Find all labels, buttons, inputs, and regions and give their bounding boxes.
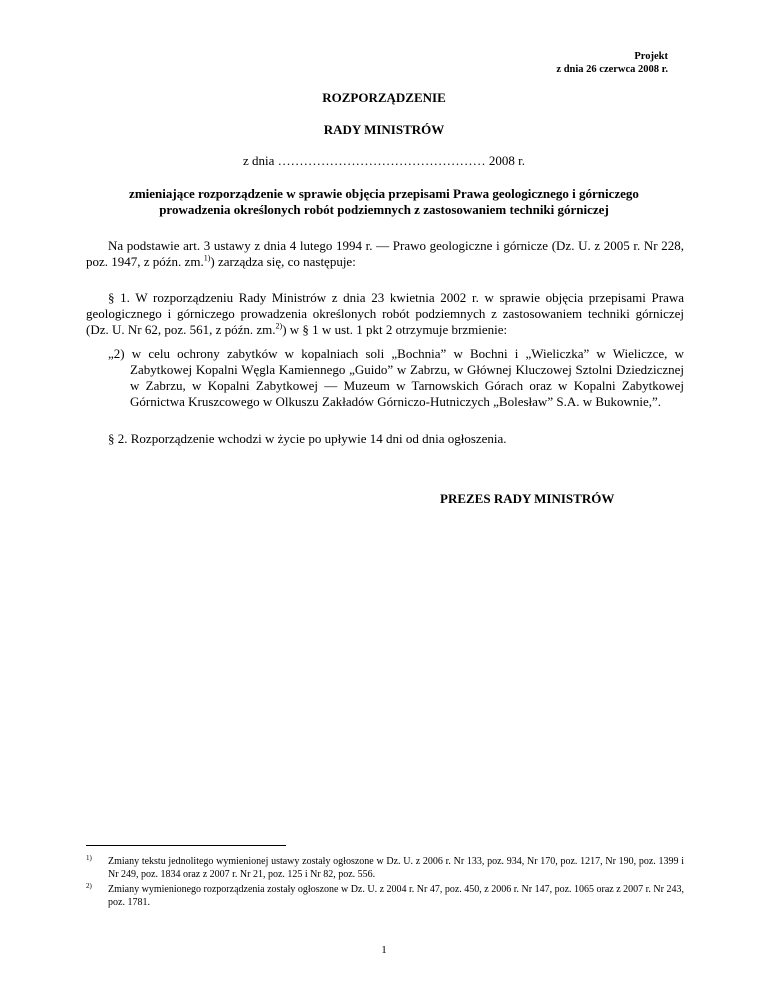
footnotes xyxy=(86,855,684,911)
footnote-item xyxy=(86,855,684,881)
footnote-ref-1: 1) xyxy=(203,253,211,263)
amended-point-text: „2) w celu ochrony zabytków w kopalniach soli „Bochnia” w Bochni i „Wieliczka” w Wieliczce, w Zabytkowej Kopalni Węgla Kamiennego „Guido” w Zabrzu, w Głównej Kluczowej Sztolni Dziedzicznej w Zabrzu, w Kopalni Zabytkowej — Muzeum w Tarnowskich Górach oraz w Kopalni Zabytkowej Górnictwa Kruszcowego w Olkuszu Zakładów Górniczo-Hutniczych „Bolesław” S.A. w Bukownie,”. xyxy=(108,346,684,409)
footnote-text: Zmiany wymienionego rozporządzenia zostały ogłoszone w Dz. U. z 2004 r. Nr 47, poz. 450, z 2006 r. Nr 147, poz. 1065 oraz z 2007 r. Nr 243, poz. 1781. xyxy=(108,884,684,908)
subject-line-2: prowadzenia określonych robót podziemnych z zastosowaniem techniki górniczej xyxy=(159,202,609,217)
signature-block: PREZES RADY MINISTRÓW xyxy=(440,491,615,506)
page-number: 1 xyxy=(381,944,387,956)
footnote-text: Zmiany tekstu jednolitego wymienionej ustawy zostały ogłoszone w Dz. U. z 2006 r. Nr 133, poz. 934, Nr 170, poz. 1217, Nr 190, poz. 1399 i Nr 249, poz. 1834 oraz z 2007 r. Nr 21, poz. 125 i Nr 82, poz. 556. xyxy=(108,856,684,880)
section-1-text-b: ) w § 1 w ust. 1 pkt 2 otrzymuje brzmienie: xyxy=(282,322,508,337)
draft-label: Projekt xyxy=(634,51,668,62)
document-subject xyxy=(0,186,768,218)
footnote-item xyxy=(86,883,684,909)
preamble-text-a: Na podstawie art. 3 ustawy z dnia 4 lutego 1994 r. — Prawo geologiczne i górnicze (Dz. U. z 2005 r. Nr 228, poz. 1947, z późn. zm. xyxy=(86,238,684,269)
issuing-body: RADY MINISTRÓW xyxy=(323,122,445,137)
draft-date: z dnia 26 czerwca 2008 r. xyxy=(556,64,668,75)
footnote-divider xyxy=(86,845,286,846)
amended-point-quote xyxy=(86,346,684,410)
preamble-text-b: ) zarządza się, co następuje: xyxy=(210,254,356,269)
subject-line-1: zmieniające rozporządzenie w sprawie objęcia przepisami Prawa geologicznego i górniczego xyxy=(129,186,639,201)
draft-note xyxy=(556,50,668,76)
footnote-mark: 2) xyxy=(86,882,92,890)
footnote-ref-2: 2) xyxy=(275,321,283,331)
section-2-paragraph: § 2. Rozporządzenie wchodzi w życie po upływie 14 dni od dnia ogłoszenia. xyxy=(108,431,507,446)
preamble-paragraph xyxy=(86,238,684,270)
section-1-paragraph xyxy=(86,290,684,338)
section-1-text-a: § 1. W rozporządzeniu Rady Ministrów z dnia 23 kwietnia 2002 r. w sprawie objęcia przepisami Prawa geologicznego i górniczego prowadzenia określonych robót podziemnych z zastosowaniem techniki górniczej (Dz. U. Nr 62, poz. 561, z późn. zm. xyxy=(86,290,684,337)
dateline: z dnia ………………………………………… 2008 r. xyxy=(242,153,525,168)
document-type: ROZPORZĄDZENIE xyxy=(322,90,446,105)
footnote-mark: 1) xyxy=(86,854,92,862)
